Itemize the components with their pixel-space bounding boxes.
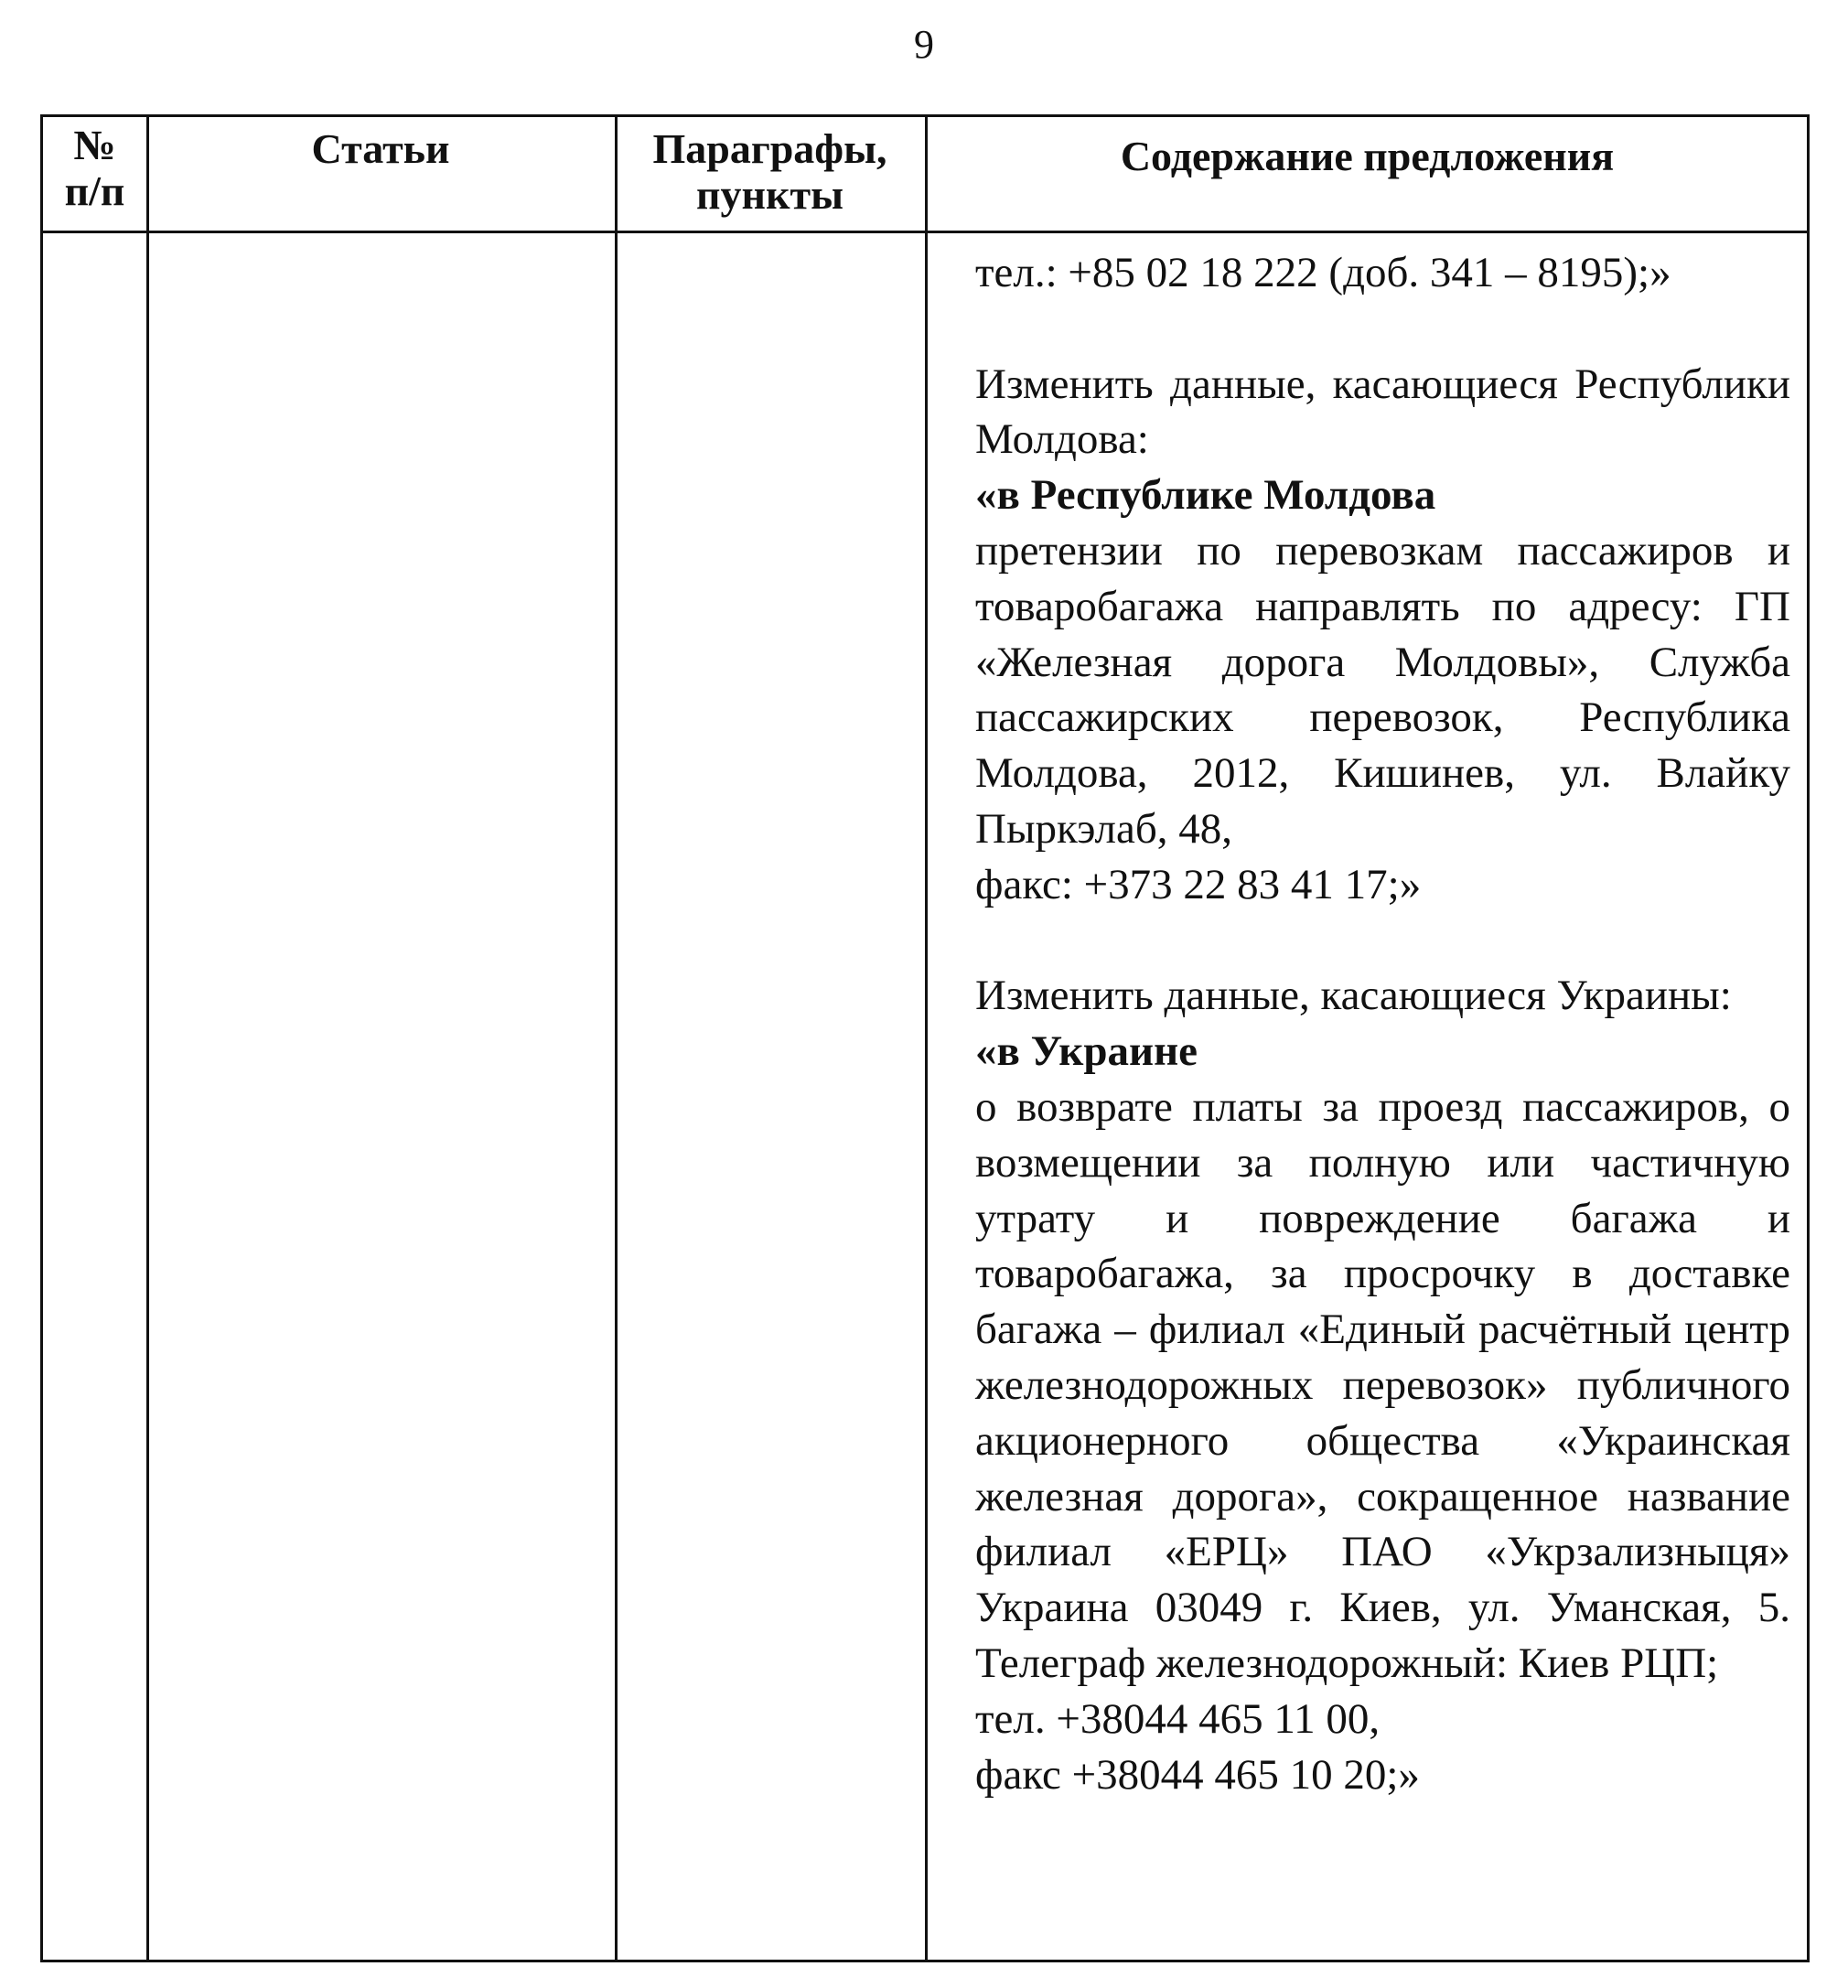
ukraine-body: о возврате платы за проезд пассажиров, о возмещении за полную или частичную утрату и повреждение багажа и товаробагажа, за просрочку в доставке багажа – филиал «Единый расчётный центр железнодорожных перевозок» публичного акционерного общества «Украинская железная дорога», сокращенное название филиал «ЕРЦ» ПАО «Укрзализныця» Украина 03049 г. Киев, ул. Уманская, 5. Телеграф железнодорожный: Киев РЦП; (975, 1082, 1790, 1687)
column-divider (615, 117, 618, 1960)
moldova-fax: факс: +373 22 83 41 17;» (975, 860, 1422, 908)
header-content (925, 117, 1810, 231)
proposal-content (942, 245, 1790, 1802)
column-divider (925, 117, 928, 1960)
ukraine-phone: тел. +38044 465 11 00, (975, 1694, 1381, 1743)
header-paragraphs-line2: пункты (695, 171, 844, 218)
header-paragraphs-line1: Параграфы, (652, 125, 887, 172)
header-number (43, 117, 146, 231)
page-number: 9 (914, 22, 934, 67)
header-articles (146, 117, 615, 231)
header-number-line2: п/п (64, 167, 125, 214)
ukraine-fax: факс +38044 465 10 20;» (975, 1750, 1420, 1799)
moldova-body: претензии по перевозкам пассажиров и товаробагажа направлять по адресу: ГП «Железная дорога Молдовы», Служба пассажирских перевозок, Республика Молдова, 2012, Кишинев, ул. Влайку Пыркэлаб, 48, (975, 526, 1790, 853)
header-articles-label: Статьи (311, 125, 450, 172)
header-content-label: Содержание предложения (1120, 133, 1615, 179)
header-divider (43, 231, 1807, 233)
column-divider (146, 117, 149, 1960)
header-paragraphs (615, 117, 925, 231)
ukraine-heading: «в Украине (975, 1027, 1198, 1076)
header-number-line1: № (73, 122, 116, 168)
ukraine-intro: Изменить данные, касающиеся Украины: (975, 972, 1732, 1020)
phone-line: тел.: +85 02 18 222 (доб. 341 – 8195);» (975, 249, 1671, 296)
moldova-intro: Изменить данные, касающиеся Республики Молдова: (975, 360, 1790, 464)
moldova-heading: «в Республике Молдова (975, 471, 1436, 520)
